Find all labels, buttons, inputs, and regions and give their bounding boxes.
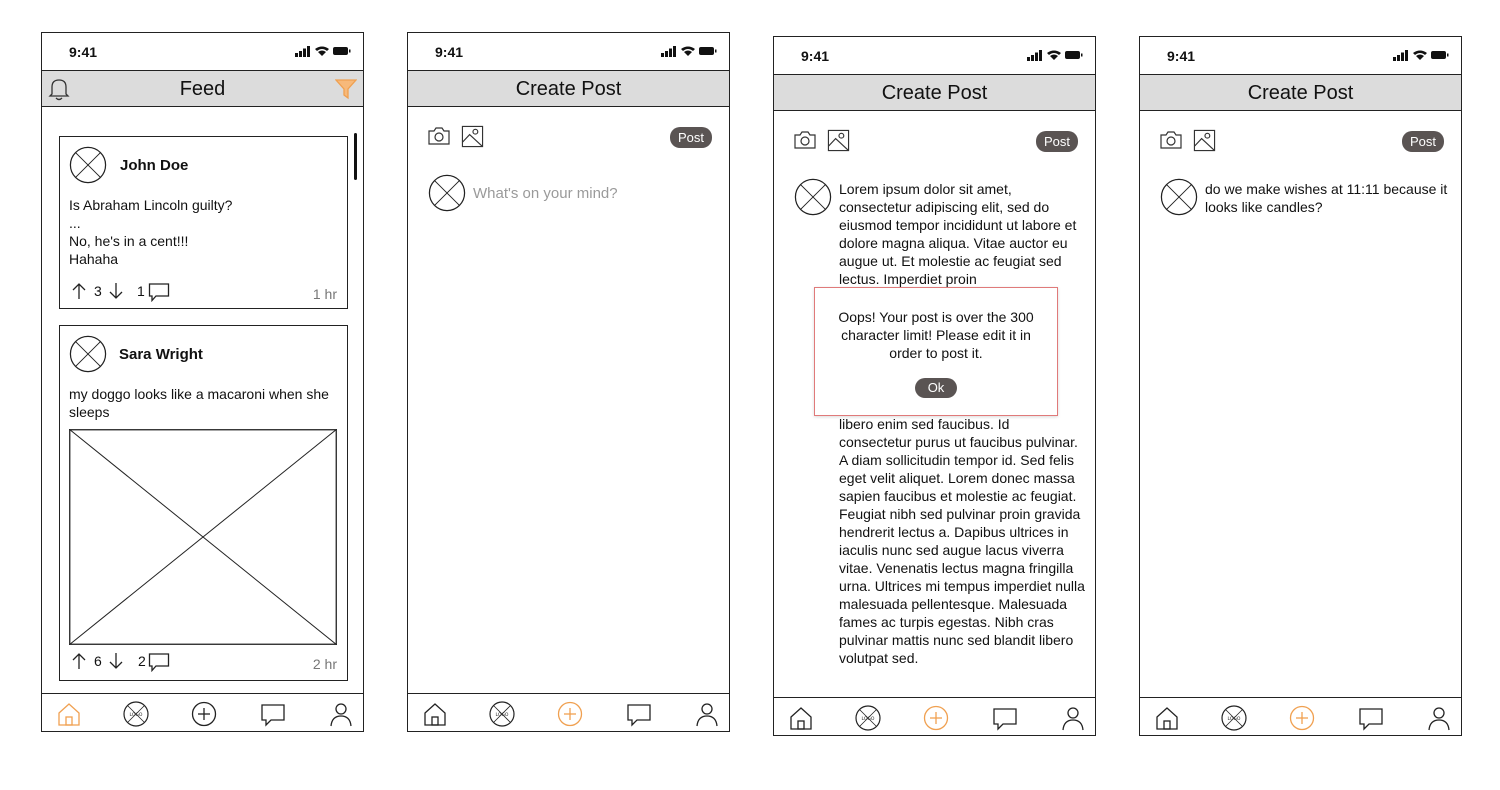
- camera-icon[interactable]: [1159, 130, 1183, 150]
- character-limit-dialog: [814, 287, 1058, 416]
- messages-icon[interactable]: [626, 701, 652, 727]
- post-text-top[interactable]: Lorem ipsum dolor sit amet, consectetur adipiscing elit, sed do eiusmod tempor incididunt ut labore et dolore magna aliqua. Vitae auctor eu augue ut. Et molestie ac feugiat sed lectus. Imperdiet proin: [839, 181, 1077, 287]
- upvote-icon[interactable]: [72, 282, 86, 300]
- status-time: 9:41: [69, 44, 98, 60]
- create-post-screen: [407, 32, 730, 732]
- image-icon[interactable]: [1193, 129, 1216, 152]
- tab-bar: [42, 693, 363, 731]
- camera-icon[interactable]: [793, 130, 817, 150]
- ok-button[interactable]: Ok: [915, 378, 957, 398]
- avatar: [428, 174, 466, 212]
- tab-bar: [408, 693, 729, 731]
- tab-bar: [774, 697, 1095, 735]
- post-button[interactable]: Post: [1402, 131, 1444, 152]
- post-author[interactable]: John Doe: [120, 157, 189, 174]
- messages-icon[interactable]: [260, 701, 286, 727]
- page-title: Create Post: [515, 78, 622, 100]
- post-button[interactable]: Post: [670, 127, 712, 148]
- add-post-icon[interactable]: [557, 701, 583, 727]
- downvote-icon[interactable]: [109, 282, 123, 300]
- logo-icon[interactable]: [489, 701, 515, 727]
- status-bar: [42, 33, 363, 71]
- upvote-icon[interactable]: [72, 652, 86, 670]
- add-post-icon[interactable]: [923, 705, 949, 731]
- profile-icon[interactable]: [1426, 705, 1452, 731]
- status-bar: [774, 37, 1095, 75]
- post-text-bottom[interactable]: libero enim sed faucibus. Id consectetur purus ut faucibus pulvinar. A diam sollicitudin tempor id. Sed felis eget velit aliquet. Lorem donec massa sapien faucibus et molestie ac feugiat. Feugiat nibh sed pulvinar proin gravida hendrerit lectus a. Dapibus ultrices in iaculis nunc sed augue lacus viverra vitae. Venenatis lectus magna fringilla urna. Ultrices mi tempus imperdiet nulla malesuada pellentesque. Malesuada fames ac turpis egestas. Nibh cras pulvinar mattis nunc sed blandit libero volutpat sed.: [839, 416, 1085, 666]
- status-time: 9:41: [1167, 48, 1196, 64]
- post-text: Is Abraham Lincoln guilty? ... No, he's in a cent!!! Hahaha: [69, 197, 233, 267]
- home-icon[interactable]: [788, 705, 814, 731]
- comment-count: 2: [138, 653, 146, 669]
- avatar[interactable]: [69, 146, 107, 184]
- create-post-filled-screen: [1139, 36, 1462, 736]
- scrollbar[interactable]: [354, 133, 357, 180]
- status-time: 9:41: [801, 48, 830, 64]
- status-bar: [408, 33, 729, 71]
- status-icons: [1393, 49, 1449, 61]
- status-bar: [1140, 37, 1461, 75]
- post-text-input[interactable]: What's on your mind?: [473, 185, 618, 202]
- upvote-count: 3: [94, 283, 102, 299]
- logo-icon[interactable]: [123, 701, 149, 727]
- post-text: my doggo looks like a macaroni when she sleeps: [69, 386, 329, 420]
- comment-icon[interactable]: [148, 282, 170, 302]
- create-post-header: [408, 70, 729, 107]
- logo-icon[interactable]: [855, 705, 881, 731]
- post-text-input[interactable]: do we make wishes at 11:11 because it looks like candles?: [1205, 181, 1448, 215]
- profile-icon[interactable]: [694, 701, 720, 727]
- post-button[interactable]: Post: [1036, 131, 1078, 152]
- avatar: [794, 178, 832, 216]
- profile-icon[interactable]: [328, 701, 354, 727]
- messages-icon[interactable]: [992, 705, 1018, 731]
- post-author[interactable]: Sara Wright: [119, 346, 203, 363]
- messages-icon[interactable]: [1358, 705, 1384, 731]
- filter-icon[interactable]: [335, 78, 357, 105]
- home-icon[interactable]: [422, 701, 448, 727]
- status-time: 9:41: [435, 44, 464, 60]
- upvote-count: 6: [94, 653, 102, 669]
- create-post-error-screen: [773, 36, 1096, 736]
- post-card[interactable]: [59, 136, 348, 309]
- dialog-message: Oops! Your post is over the 300 character limit! Please edit it in order to post it.: [838, 309, 1034, 361]
- feed-screen: [41, 32, 364, 732]
- comment-count: 1: [137, 283, 145, 299]
- create-post-header: [774, 74, 1095, 111]
- image-icon[interactable]: [827, 129, 850, 152]
- page-title: Create Post: [1247, 82, 1354, 104]
- post-time: 2 hr: [312, 656, 337, 672]
- status-icons: [661, 45, 717, 57]
- profile-icon[interactable]: [1060, 705, 1086, 731]
- downvote-icon[interactable]: [109, 652, 123, 670]
- camera-icon[interactable]: [427, 126, 451, 146]
- add-post-icon[interactable]: [1289, 705, 1315, 731]
- avatar: [1160, 178, 1198, 216]
- page-title: Feed: [179, 78, 226, 100]
- create-post-header: [1140, 74, 1461, 111]
- tab-bar: [1140, 697, 1461, 735]
- post-time: 1 hr: [312, 286, 337, 302]
- status-icons: [295, 45, 351, 57]
- feed-header: [42, 70, 363, 107]
- image-placeholder[interactable]: [69, 429, 337, 645]
- status-icons: [1027, 49, 1083, 61]
- home-icon[interactable]: [56, 701, 82, 727]
- avatar[interactable]: [69, 335, 107, 373]
- page-title: Create Post: [881, 82, 988, 104]
- home-icon[interactable]: [1154, 705, 1180, 731]
- post-card[interactable]: [59, 325, 348, 681]
- add-post-icon[interactable]: [191, 701, 217, 727]
- image-icon[interactable]: [461, 125, 484, 148]
- comment-icon[interactable]: [148, 652, 170, 672]
- logo-icon[interactable]: [1221, 705, 1247, 731]
